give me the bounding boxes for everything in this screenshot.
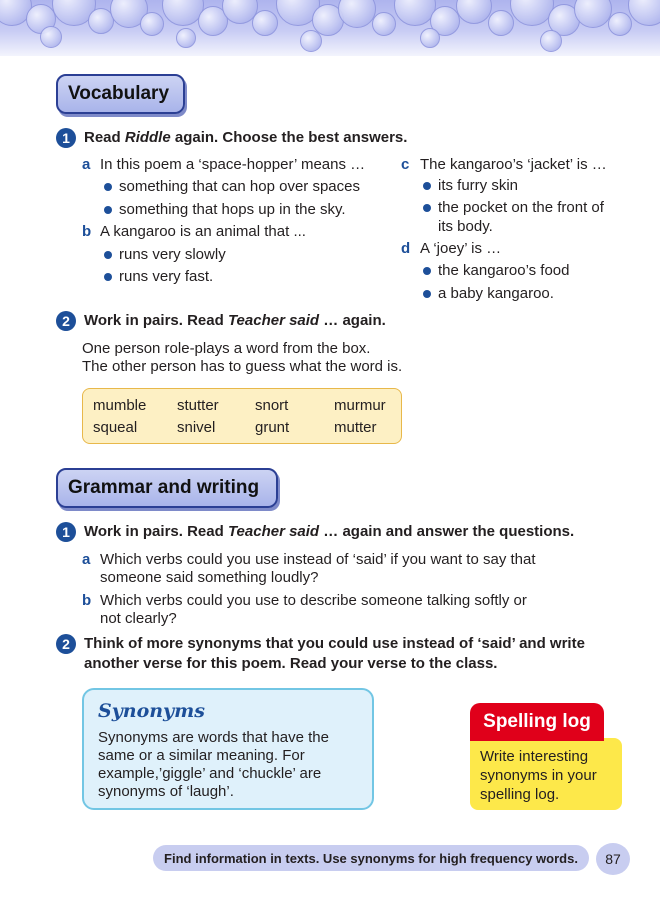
option-text: the pocket on the front of [438,199,604,216]
item-letter-c: c [401,156,410,173]
question-text: Read Riddle again. Choose the best answers. [84,129,408,146]
item-b-line: not clearly? [100,610,177,627]
bullet-dot [423,267,431,275]
grammar-heading: Grammar and writing [56,468,278,508]
decorative-bubble [252,10,278,36]
spelling-log-title: Spelling log [470,703,604,741]
spelling-log-text: spelling log. [480,786,560,803]
bullet-dot [423,204,431,212]
grammar-question-1 [56,522,574,542]
synonyms-title: Synonyms [98,700,205,722]
bullet-dot [104,206,112,214]
question-number-badge: 1 [56,522,76,542]
item-letter-a: a [82,156,91,173]
option-text: runs very slowly [119,246,226,263]
word-item: murmur [334,397,386,414]
option-text: the kangaroo’s food [438,262,570,279]
question-number-badge: 2 [56,634,76,654]
bullet-dot [423,290,431,298]
item-letter-b: b [82,223,92,240]
question-number-badge: 1 [56,128,76,148]
question-text: Think of more synonyms that you could use instead of ‘said’ and write another verse for this poem. Read your verse to the class. [84,635,585,672]
decorative-bubble [300,30,322,52]
option-text: its furry skin [438,177,519,194]
item-b-line: Which verbs could you use to describe someone talking softly or [100,592,527,609]
question-text: Work in pairs. Read Teacher said … again. [84,312,386,329]
decorative-bubble [456,0,492,24]
option-text: runs very fast. [119,268,214,285]
synonyms-box [82,688,374,810]
learning-objective-bar: Find information in texts. Use synonyms for high frequency words. [153,845,589,871]
decorative-bubble [488,10,514,36]
instruction-line: The other person has to guess what the word is. [82,358,403,375]
item-letter-b: b [82,592,92,609]
decorative-bubble [140,12,164,36]
synonyms-text: same or a similar meaning. For [98,747,305,764]
decorative-bubble [574,0,612,28]
spelling-log-text: synonyms in your [480,767,597,784]
bullet-dot [423,182,431,190]
decorative-bubble [372,12,396,36]
bubble-banner [0,0,660,56]
word-item: squeal [93,419,138,436]
decorative-bubble [628,0,660,26]
bullet-dot [104,251,112,259]
bullet-dot [104,183,112,191]
page-number: 87 [596,843,630,875]
word-item: grunt [255,419,290,436]
decorative-bubble [338,0,376,28]
grammar-question-2 [56,634,585,674]
option-text: something that can hop over spaces [119,178,360,195]
decorative-bubble [608,12,632,36]
question-number-badge: 2 [56,311,76,331]
option-text: something that hops up in the sky. [119,201,346,218]
option-text-continued: its body. [438,218,493,235]
vocabulary-heading: Vocabulary [56,74,185,114]
decorative-bubble [540,30,562,52]
item-d-prompt: A ‘joey’ is … [420,240,502,257]
decorative-bubble [176,28,196,48]
synonyms-text: example,’giggle’ and ‘chuckle’ are [98,765,322,782]
bullet-dot [104,273,112,281]
vocab-question-2 [56,311,386,331]
word-item: mumble [93,397,147,414]
vocab-question-1 [56,128,407,148]
item-a-prompt: In this poem a ‘space-hopper’ means … [100,156,366,173]
word-item: stutter [177,397,219,414]
item-letter-a: a [82,551,91,568]
synonyms-text: Synonyms are words that have the [98,729,329,746]
word-item: snivel [177,419,216,436]
item-b-prompt: A kangaroo is an animal that ... [100,223,306,240]
spelling-log-body [470,738,622,810]
decorative-bubble [40,26,62,48]
decorative-bubble [420,28,440,48]
word-item: mutter [334,419,377,436]
item-c-prompt: The kangaroo’s ‘jacket’ is … [420,156,607,173]
spelling-log-text: Write interesting [480,748,589,765]
word-item: snort [255,397,289,414]
item-letter-d: d [401,240,411,257]
synonyms-text: synonyms of ‘laugh’. [98,783,234,800]
question-text: Work in pairs. Read Teacher said … again and answer the questions. [84,523,575,540]
word-box [82,388,402,444]
instruction-line: One person role-plays a word from the box. [82,340,371,357]
item-a-line: Which verbs could you use instead of ‘said’ if you want to say that [100,551,536,568]
item-a-line: someone said something loudly? [100,569,319,586]
option-text: a baby kangaroo. [438,285,554,302]
